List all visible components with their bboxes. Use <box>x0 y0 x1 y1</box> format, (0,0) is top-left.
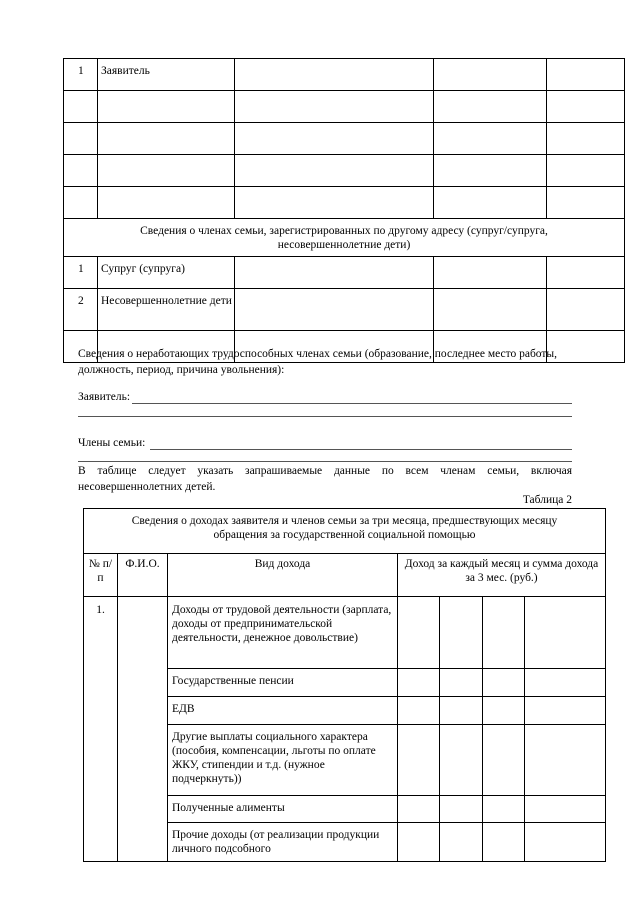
table-cell[interactable] <box>483 597 525 669</box>
table-cell[interactable] <box>235 257 434 289</box>
table-cell[interactable] <box>434 155 547 187</box>
table-cell[interactable] <box>547 123 625 155</box>
table-cell[interactable] <box>434 257 547 289</box>
table-caption: Таблица 2 <box>522 494 572 506</box>
table-cell[interactable] <box>235 187 434 219</box>
table-cell[interactable] <box>235 155 434 187</box>
row-number: 1 <box>64 59 98 91</box>
table-cell[interactable] <box>235 123 434 155</box>
table-cell[interactable] <box>434 289 547 331</box>
row-number <box>64 155 98 187</box>
table-cell[interactable] <box>525 697 606 725</box>
table-row <box>64 289 625 331</box>
applicant-label: Заявитель: <box>78 391 131 403</box>
header-num: № п/п <box>84 554 118 597</box>
row-label[interactable] <box>98 123 235 155</box>
income-type-cell: Другие выплаты социального характера (пособия, компенсации, льготы по оплате ЖКУ, стипендии и т.д. (нужное подчеркнуть)) <box>168 725 398 796</box>
table-cell[interactable] <box>525 823 606 862</box>
table-row <box>64 257 625 289</box>
table-cell[interactable] <box>440 796 483 823</box>
header-income-type: Вид дохода <box>168 554 398 597</box>
table-cell[interactable] <box>525 725 606 796</box>
table-cell[interactable] <box>434 59 547 91</box>
table-cell[interactable] <box>483 697 525 725</box>
table-cell[interactable] <box>434 91 547 123</box>
table-cell[interactable] <box>440 725 483 796</box>
table-cell[interactable] <box>525 796 606 823</box>
row-label[interactable] <box>98 187 235 219</box>
table-cell[interactable] <box>398 796 440 823</box>
income-table-title: Сведения о доходах заявителя и членов семьи за три месяца, предшествующих месяцу обращения за государственной социальной помощью <box>84 509 606 554</box>
income-table <box>83 508 606 862</box>
table-cell[interactable] <box>547 289 625 331</box>
family-fill-line-2[interactable] <box>78 461 572 462</box>
table-cell[interactable] <box>398 597 440 669</box>
table-cell[interactable] <box>483 669 525 697</box>
table-cell[interactable] <box>483 796 525 823</box>
table-cell[interactable] <box>440 823 483 862</box>
family-fill-line-1[interactable] <box>150 449 572 450</box>
table-cell[interactable] <box>398 823 440 862</box>
row-number: 2 <box>64 289 98 331</box>
table-row <box>64 155 625 187</box>
applicant-fill-line-2[interactable] <box>78 416 572 417</box>
table-row <box>64 187 625 219</box>
row-number <box>64 91 98 123</box>
header-income-amount: Доход за каждый месяц и сумма дохода за 3 мес. (руб.) <box>398 554 606 597</box>
table-cell[interactable] <box>235 289 434 331</box>
fio-cell[interactable] <box>118 597 168 862</box>
table-row <box>64 91 625 123</box>
table-row <box>84 597 606 669</box>
row-label: Заявитель <box>98 59 235 91</box>
table-cell[interactable] <box>547 91 625 123</box>
row-label[interactable] <box>98 91 235 123</box>
income-type-cell: Полученные алименты <box>168 796 398 823</box>
table-cell[interactable] <box>547 187 625 219</box>
table-row <box>64 123 625 155</box>
unemployed-paragraph: Сведения о неработающих трудоспособных членах семьи (образование, последнее место работы, должность, период, причина увольнения): <box>78 348 558 376</box>
table-cell[interactable] <box>440 669 483 697</box>
table-cell[interactable] <box>440 697 483 725</box>
income-type-cell: Государственные пенсии <box>168 669 398 697</box>
table-cell[interactable] <box>434 187 547 219</box>
row-number: 1. <box>84 597 118 862</box>
row-label: Несовершеннолетние дети <box>98 289 235 331</box>
table-cell[interactable] <box>525 669 606 697</box>
income-type-cell: Прочие доходы (от реализации продукции личного подсобного <box>168 823 398 862</box>
section-heading-row <box>64 219 625 257</box>
family-members-table <box>63 58 625 363</box>
table-cell[interactable] <box>440 597 483 669</box>
table-cell[interactable] <box>483 823 525 862</box>
table-cell[interactable] <box>398 697 440 725</box>
header-fio: Ф.И.О. <box>118 554 168 597</box>
row-number <box>64 187 98 219</box>
family-members-label: Члены семьи: <box>78 437 146 449</box>
row-number <box>64 123 98 155</box>
income-type-cell: Доходы от трудовой деятельности (зарплата, доходы от предпринимательской деятельности, денежное довольствие) <box>168 597 398 669</box>
row-label[interactable] <box>98 155 235 187</box>
table-cell[interactable] <box>525 597 606 669</box>
table-cell[interactable] <box>398 669 440 697</box>
table-cell[interactable] <box>434 123 547 155</box>
section-heading: Сведения о членах семьи, зарегистрированных по другому адресу (супруг/супруга, несовершеннолетние дети) <box>64 219 625 257</box>
row-label: Супруг (супруга) <box>98 257 235 289</box>
note-paragraph: В таблице следует указать запрашиваемые данные по всем членам семьи, включая несовершеннолетних детей. <box>78 465 572 493</box>
table-cell[interactable] <box>547 155 625 187</box>
table-cell[interactable] <box>235 91 434 123</box>
table-cell[interactable] <box>235 59 434 91</box>
table-row <box>64 59 625 91</box>
row-number: 1 <box>64 257 98 289</box>
table-cell[interactable] <box>547 59 625 91</box>
table-cell[interactable] <box>547 257 625 289</box>
applicant-fill-line-1[interactable] <box>132 403 572 404</box>
table-cell[interactable] <box>398 725 440 796</box>
table-cell[interactable] <box>483 725 525 796</box>
income-type-cell: ЕДВ <box>168 697 398 725</box>
